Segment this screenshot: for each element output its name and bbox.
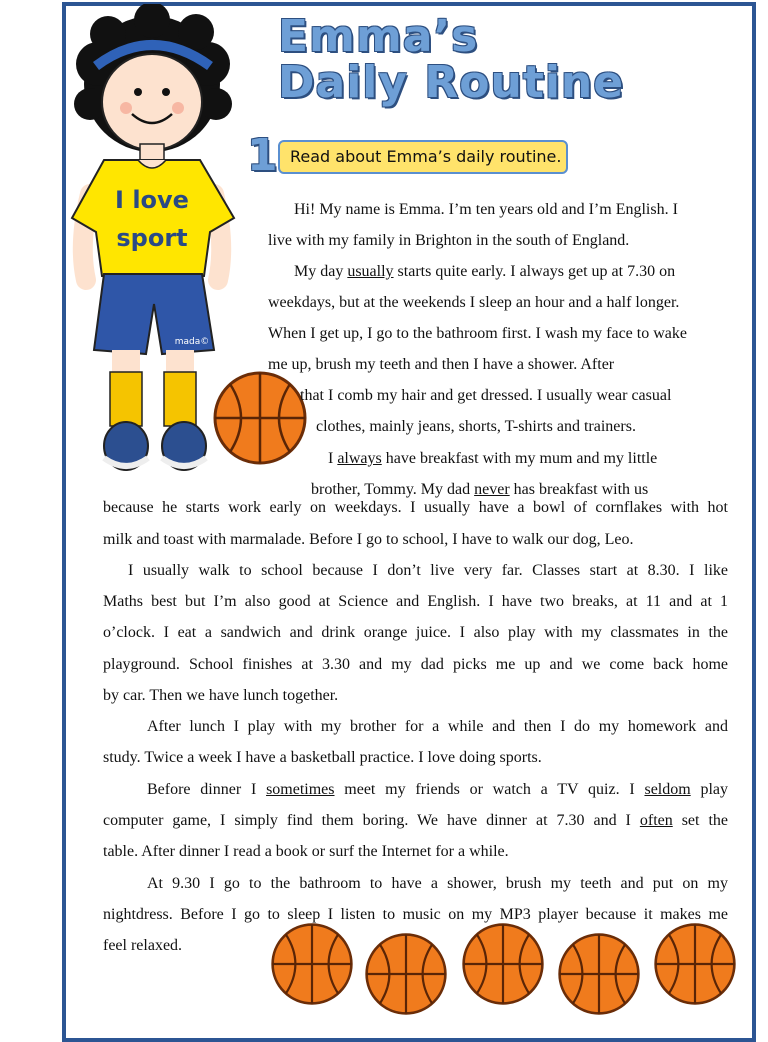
page-title [278, 11, 625, 108]
text-line [294, 256, 675, 287]
adverb-seldom: seldom [644, 781, 691, 798]
basketball-icon [270, 922, 354, 1006]
title-line-2: Daily Routine [278, 57, 625, 108]
text-run: I [328, 450, 338, 467]
shirt-text-line1: I love [115, 186, 189, 214]
basketball-icon [557, 932, 641, 1016]
adverb-sometimes: sometimes [266, 781, 335, 798]
text-line: me up, brush my teeth and then I have a shower. After [268, 356, 615, 373]
basketball-icon [653, 922, 737, 1006]
text-run: My day [294, 263, 348, 280]
text-run: play [690, 781, 729, 798]
text-line: nightdress. Before I go to sleep I listen to music on my MP3 player because it makes me [103, 906, 728, 923]
basketball-icon [461, 922, 545, 1006]
text-line: At 9.30 I go to the bathroom to have a shower, brush my teeth and put on my [147, 875, 728, 892]
text-line: weekdays, but at the weekends I sleep an hour and a half longer. [268, 294, 680, 311]
text-line: milk and toast with marmalade. Before I go to school, I have to walk our dog, Leo. [103, 531, 634, 548]
text-line: o’clock. I eat a sandwich and drink orange juice. I also play with my classmates in the [103, 624, 728, 641]
text-line: I usually walk to school because I don’t live very far. Classes start at 8.30. I like [128, 562, 728, 579]
text-line [147, 774, 728, 805]
text-line: Maths best but I’m also good at Science and English. I have two breaks, at 11 and at 1 [103, 593, 728, 610]
text-line: table. After dinner I read a book or surf the Internet for a while. [103, 843, 509, 860]
text-line: After lunch I play with my brother for a while and then I do my homework and [147, 718, 728, 735]
text-line: because he starts work early on weekdays. I usually have a bowl of cornflakes with hot [103, 499, 728, 516]
shirt-text-line2: sport [116, 224, 188, 252]
text-line: Hi! My name is Emma. I’m ten years old and I’m English. I [294, 201, 678, 218]
text-run: brother, Tommy. My dad [311, 481, 475, 498]
text-run: set the [672, 812, 729, 829]
basketball-icon [212, 370, 308, 466]
text-line: playground. School finishes at 3.30 and my dad picks me up and we come back home [103, 656, 728, 673]
text-run: computer game, I simply find them boring. We have dinner at 7.30 and I [103, 812, 640, 829]
text-line: that I comb my hair and get dressed. I usually wear casual [300, 387, 672, 404]
exercise-number: 1 [247, 130, 278, 181]
text-run: starts quite early. I always get up at 7.30 on [393, 263, 676, 280]
text-run: has breakfast with us [509, 481, 649, 498]
text-run: meet my friends or watch a TV quiz. I [334, 781, 645, 798]
title-line-1: Emma’s [278, 11, 479, 62]
text-line: study. Twice a week I have a basketball practice. I love doing sports. [103, 749, 542, 766]
basketball-icon [364, 932, 448, 1016]
adverb-never: never [474, 481, 510, 498]
text-run: Before dinner I [147, 781, 267, 798]
text-run: have breakfast with my mum and my little [381, 450, 658, 467]
text-line: When I get up, I go to the bathroom first. I wash my face to wake [268, 325, 687, 342]
text-line: by car. Then we have lunch together. [103, 687, 339, 704]
text-line [328, 443, 657, 474]
adverb-always: always [337, 450, 382, 467]
text-line: clothes, mainly jeans, shorts, T-shirts and trainers. [316, 418, 636, 435]
text-line: live with my family in Brighton in the south of England. [268, 232, 630, 249]
exercise-instruction: Read about Emma’s daily routine. [278, 140, 568, 174]
adverb-usually: usually [347, 263, 394, 280]
adverb-often: often [639, 812, 673, 829]
illustration-signature: mada© [174, 337, 210, 347]
text-line: feel relaxed. [103, 937, 183, 954]
text-line [103, 805, 728, 836]
